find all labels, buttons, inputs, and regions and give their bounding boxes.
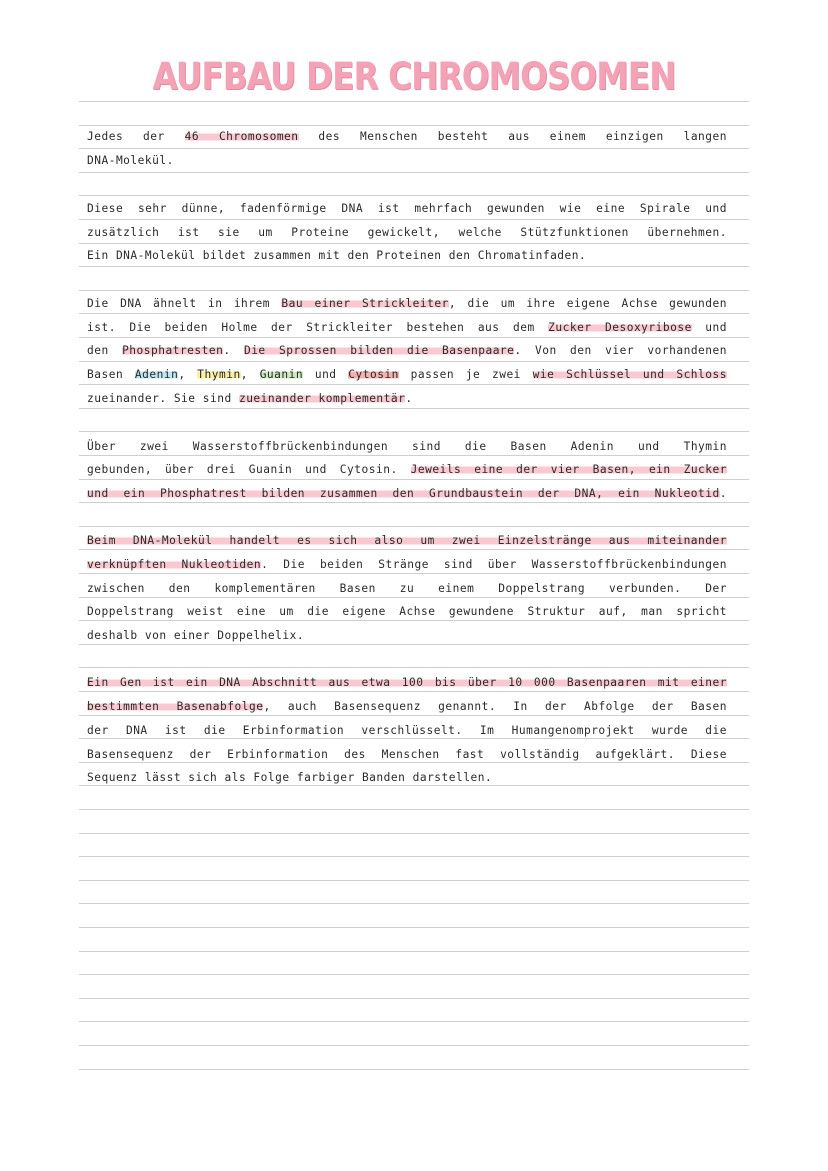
- text-segment: der DNA ist die Erbinformation verschlüsselt. Im Humangenomprojekt wurde die: [87, 724, 727, 737]
- highlighted-text: Phosphatresten: [122, 344, 224, 357]
- text-line: [87, 553, 727, 577]
- ruled-line: [79, 1045, 749, 1046]
- ruled-line: [79, 1069, 749, 1070]
- text-segment: zusätzlich ist sie um Proteine gewickelt, welche Stützfunktionen übernehmen.: [87, 226, 727, 239]
- ruled-line: [79, 951, 749, 952]
- text-line: [87, 244, 727, 268]
- text-line: [87, 435, 727, 459]
- text-segment: zueinander. Sie sind: [87, 392, 239, 405]
- text-segment: Basensequenz der Erbinformation des Menschen fast vollständig aufgeklärt. Diese: [87, 748, 727, 761]
- ruled-line: [79, 833, 749, 834]
- text-line: [87, 766, 727, 790]
- text-segment: und: [691, 321, 727, 334]
- text-segment: und: [303, 368, 349, 381]
- text-line: [87, 125, 727, 149]
- text-line: [87, 624, 727, 648]
- text-line: [87, 719, 727, 743]
- ruled-line: [79, 1021, 749, 1022]
- ruled-line: [79, 667, 749, 668]
- text-segment: deshalb von einer Doppelhelix.: [87, 629, 305, 642]
- text-line: [87, 387, 727, 411]
- text-line: [87, 339, 727, 363]
- text-segment: ,: [240, 368, 260, 381]
- text-segment: .: [405, 392, 413, 405]
- text-segment: Über zwei Wasserstoffbrückenbindungen sind die Basen Adenin und Thymin: [87, 440, 727, 453]
- text-segment: , auch Basensequenz genannt. In der Abfolge der Basen: [263, 700, 727, 713]
- highlighted-text: zueinander komplementär: [238, 392, 406, 405]
- text-line: [87, 600, 727, 624]
- highlighted-text: Beim DNA-Molekül handelt es sich also um zwei Einzelstränge aus miteinander: [87, 534, 727, 547]
- text-segment: passen je zwei: [398, 368, 533, 381]
- highlighted-text: und ein Phosphatrest bilden zusammen den Grundbaustein der DNA, ein Nukleotid: [87, 487, 720, 500]
- highlighted-text: Zucker Desoxyribose: [548, 321, 692, 334]
- text-segment: . Von den vier vorhandenen: [514, 344, 727, 357]
- text-segment: . Die beiden Stränge sind über Wasserstoffbrückenbindungen: [261, 558, 727, 571]
- text-line: [87, 292, 727, 316]
- text-segment: des Menschen besteht aus einem einzigen langen: [298, 130, 727, 143]
- highlighted-text: Adenin: [134, 368, 179, 381]
- highlighted-text: Die Sprossen bilden die Basenpaare: [243, 344, 515, 357]
- text-segment: zwischen den komplementären Basen zu einem Doppelstrang verbunden. Der: [87, 582, 727, 595]
- text-segment: .: [223, 344, 244, 357]
- text-segment: .: [719, 487, 727, 500]
- ruled-line: [79, 526, 749, 527]
- text-segment: , die um ihre eigene Achse gewunden: [448, 297, 727, 310]
- ruled-line: [79, 809, 749, 810]
- text-segment: Jedes der: [87, 130, 185, 143]
- text-segment: gebunden, über drei Guanin und Cytosin.: [87, 463, 411, 476]
- text-segment: Doppelstrang weist eine um die eigene Achse gewundene Struktur auf, man spricht: [87, 605, 727, 618]
- ruled-line: [79, 880, 749, 881]
- text-segment: den: [87, 344, 123, 357]
- ruled-line: [79, 998, 749, 999]
- text-segment: Basen: [87, 368, 135, 381]
- highlighted-text: verknüpften Nukleotiden: [87, 558, 262, 571]
- ruled-line: [79, 101, 749, 102]
- text-line: [87, 695, 727, 719]
- text-segment: ,: [178, 368, 198, 381]
- text-line: [87, 221, 727, 245]
- text-segment: Ein DNA-Molekül bildet zusammen mit den Proteinen den Chromatinfaden.: [87, 249, 587, 262]
- text-line: [87, 743, 727, 767]
- text-line: [87, 316, 727, 340]
- highlighted-text: Guanin: [259, 368, 304, 381]
- text-line: [87, 482, 727, 506]
- highlighted-text: Ein Gen ist ein DNA Abschnitt aus etwa 100 bis über 10 000 Basenpaaren mit einer: [87, 676, 727, 689]
- highlighted-text: Jeweils eine der vier Basen, ein Zucker: [410, 463, 727, 476]
- text-line: [87, 363, 727, 387]
- text-segment: DNA-Molekül.: [87, 154, 174, 167]
- text-line: [87, 577, 727, 601]
- text-line: [87, 197, 727, 221]
- text-segment: ist. Die beiden Holme der Strickleiter bestehen aus dem: [87, 321, 549, 334]
- ruled-line: [79, 290, 749, 291]
- highlighted-text: wie Schlüssel und Schloss: [532, 368, 727, 381]
- ruled-line: [79, 974, 749, 975]
- highlighted-text: Thymin: [197, 368, 241, 381]
- text-segment: Diese sehr dünne, fadenförmige DNA ist mehrfach gewunden wie eine Spirale und: [87, 202, 727, 215]
- text-line: [87, 529, 727, 553]
- ruled-line: [79, 431, 749, 432]
- text-line: [87, 458, 727, 482]
- page-title: AUFBAU DER CHROMOSOMEN: [152, 55, 676, 98]
- ruled-line: [79, 927, 749, 928]
- ruled-line: [79, 856, 749, 857]
- highlighted-text: Bau einer Strickleiter: [281, 297, 449, 310]
- text-segment: Sequenz lässt sich als Folge farbiger Banden darstellen.: [87, 771, 493, 784]
- highlighted-text: 46 Chromosomen: [184, 130, 299, 143]
- highlighted-text: bestimmten Basenabfolge: [87, 700, 264, 713]
- highlighted-text: Cytosin: [348, 368, 399, 381]
- text-line: [87, 149, 727, 173]
- ruled-line: [79, 903, 749, 904]
- text-line: [87, 671, 727, 695]
- text-segment: Die DNA ähnelt in ihrem: [87, 297, 282, 310]
